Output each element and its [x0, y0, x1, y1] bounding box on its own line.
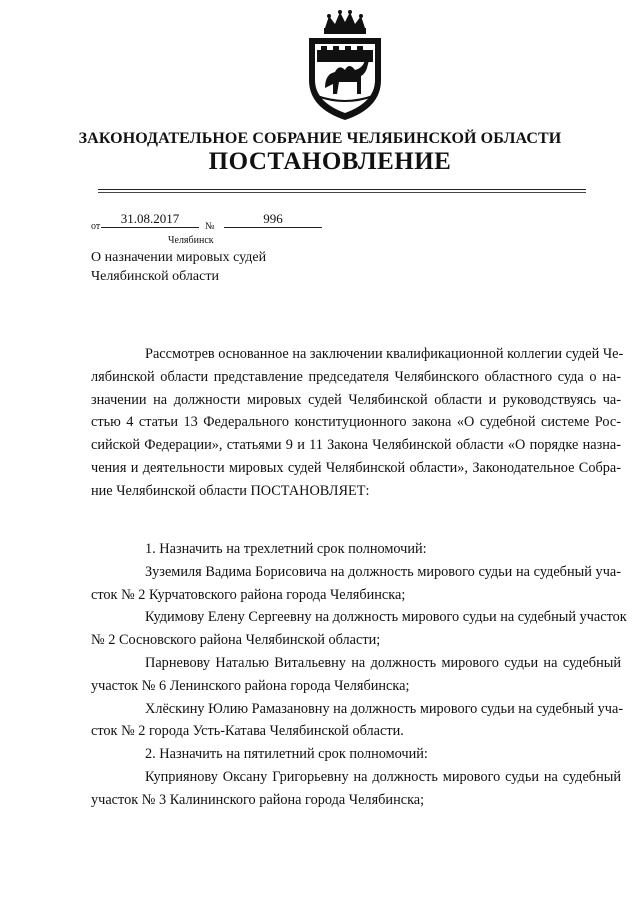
list-item: 1. Назначить на трехлетний срок полномочий:	[145, 541, 427, 557]
intro-line: чения и деятельности мировых судей Челябинской области», Законодательное Собра-	[91, 459, 621, 476]
intro-line: значении на должности мировых судей Челябинской области и руководствуясь ча-	[91, 391, 621, 408]
intro-line: ние Челябинской области ПОСТАНОВЛЯЕТ:	[91, 482, 370, 499]
subject-line-2: Челябинской области	[91, 269, 219, 284]
list-item: сток № 2 Курчатовского района города Челябинска;	[91, 586, 406, 603]
number-label: №	[205, 221, 215, 232]
list-item: Хлёскину Юлию Рамазановну на должность мирового судьи на судебный уча-	[145, 700, 624, 717]
intro-line: стью 4 статьи 13 Федерального конституционного закона «О судебной системе Рос-	[91, 414, 621, 431]
list-item: № 2 Сосновского района Челябинской области;	[91, 632, 381, 649]
document-subject	[91, 248, 266, 286]
document-city: Челябинск	[168, 235, 214, 246]
list-item: участок № 6 Ленинского района города Челябинска;	[91, 677, 410, 694]
header-divider	[98, 189, 586, 190]
header-divider-secondary	[98, 192, 586, 193]
list-item: Куприянову Оксану Григорьевну на должность мирового судьи на судебный	[145, 768, 621, 785]
intro-line: лябинской области представление председателя Челябинского областного суда о на-	[91, 368, 621, 385]
date-label: от	[91, 221, 101, 232]
document-number: 996	[224, 211, 322, 228]
document-type-title: ПОСТАНОВЛЕНИЕ	[208, 148, 452, 175]
resolution-items	[91, 538, 627, 812]
coat-of-arms-emblem	[303, 10, 387, 122]
intro-paragraph	[91, 343, 624, 503]
organization-name: ЗАКОНОДАТЕЛЬНОЕ СОБРАНИЕ ЧЕЛЯБИНСКОЙ ОБЛАСТИ	[78, 130, 562, 147]
list-item: Парневову Наталью Витальевну на должность мирового судьи на судебный	[145, 654, 621, 671]
intro-line: Рассмотрев основанное на заключении квалификационной коллегии судей Че-	[145, 346, 624, 362]
crown-icon	[324, 10, 366, 34]
document-date: 31.08.2017	[101, 211, 199, 228]
intro-line: сийской Федерации», статьями 9 и 11 Закона Челябинской области «О порядке назна-	[91, 437, 621, 454]
list-item: сток № 2 города Усть-Катава Челябинской области.	[91, 723, 404, 740]
list-item: Кудимову Елену Сергеевну на должность мирового судьи на судебный участок	[145, 609, 627, 626]
list-item: участок № 3 Калининского района города Челябинска;	[91, 791, 425, 808]
list-item: Зуземиля Вадима Борисовича на должность мирового судьи на судебный уча-	[145, 563, 621, 580]
subject-line-1: О назначении мировых судей	[91, 250, 267, 265]
list-item: 2. Назначить на пятилетний срок полномочий:	[145, 746, 428, 763]
